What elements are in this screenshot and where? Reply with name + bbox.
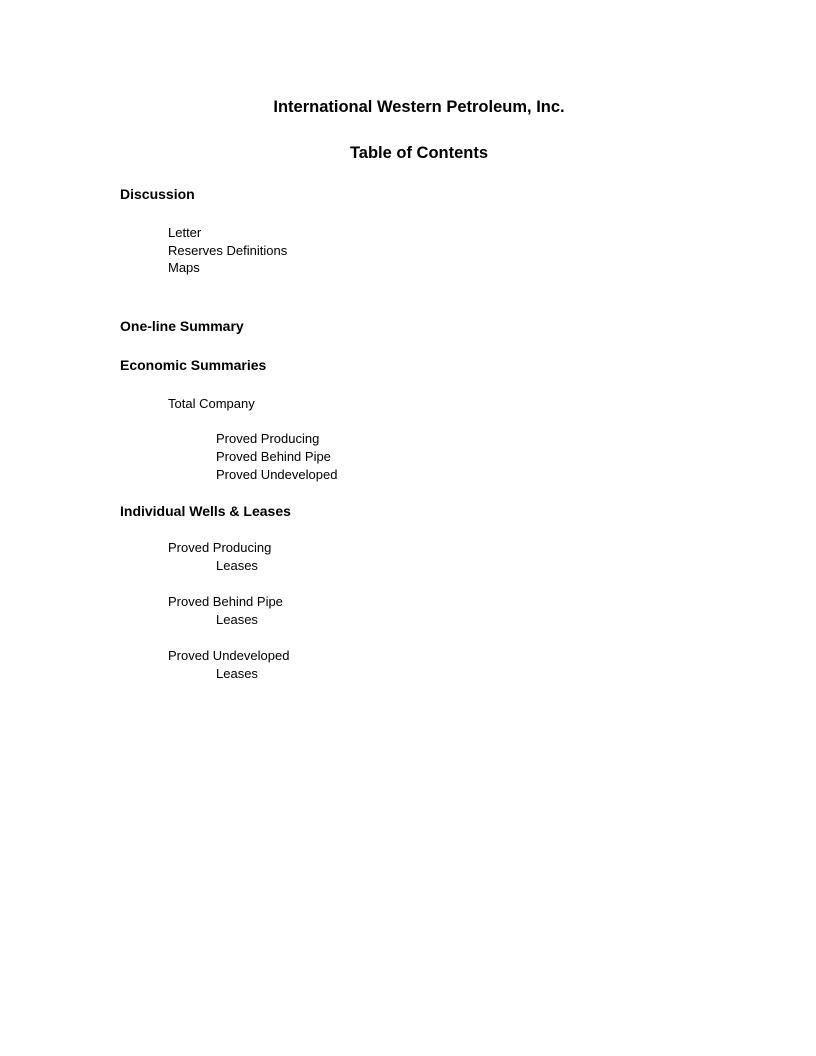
- toc-entry-wells-proved-producing-leases: Leases: [216, 558, 258, 573]
- toc-entry-proved-undeveloped: Proved Undeveloped: [216, 467, 338, 482]
- company-name: International Western Petroleum, Inc.: [273, 98, 565, 116]
- toc-entry-wells-proved-behind-pipe-leases: Leases: [216, 612, 258, 627]
- section-heading-economic-summaries: Economic Summaries: [120, 357, 267, 373]
- toc-entry-maps: Maps: [168, 260, 200, 275]
- toc-entry-wells-proved-behind-pipe: Proved Behind Pipe: [168, 594, 283, 609]
- section-heading-discussion: Discussion: [120, 186, 195, 202]
- section-heading-one-line-summary: One-line Summary: [120, 318, 244, 334]
- toc-entry-reserves-definitions: Reserves Definitions: [168, 243, 288, 258]
- toc-entry-letter: Letter: [168, 225, 202, 240]
- toc-entry-proved-behind-pipe: Proved Behind Pipe: [216, 449, 331, 464]
- section-heading-individual-wells: Individual Wells & Leases: [120, 503, 291, 519]
- toc-entry-wells-proved-undeveloped-leases: Leases: [216, 666, 258, 681]
- toc-title: Table of Contents: [349, 144, 489, 162]
- toc-entry-wells-proved-producing: Proved Producing: [168, 540, 272, 555]
- toc-entry-wells-proved-undeveloped: Proved Undeveloped: [168, 648, 290, 663]
- toc-entry-proved-producing: Proved Producing: [216, 431, 320, 446]
- toc-entry-total-company: Total Company: [168, 396, 255, 411]
